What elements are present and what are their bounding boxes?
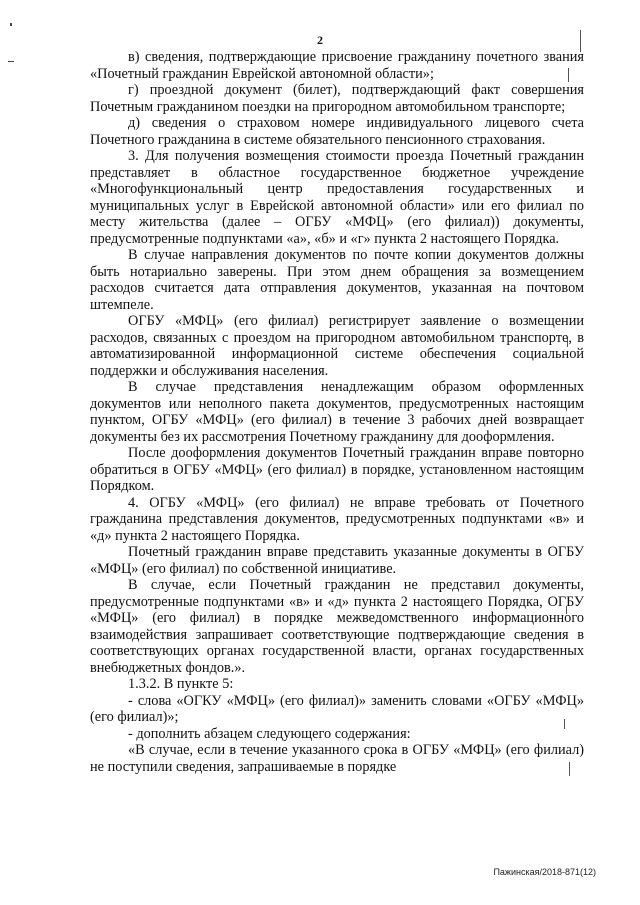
paragraph-subitem-d: д) сведения о страховом номере индивидуального лицевого счета Почетного гражданина в системе обязательного пенсионного страхования. <box>90 115 584 148</box>
paragraph-registration: ОГБУ «МФЦ» (его филиал) регистрирует заявление о возмещении расходов, связанных с проездом на пригородном автомобильном транспорте, в автоматизированной информационной системе обеспечения социальной поддержки и обслуживания населения. <box>90 313 584 379</box>
document-reference: Пажинская/2018-871(12) <box>493 867 596 877</box>
paragraph-mail-submission: В случае направления документов по почте копии документов должны быть нотариально заверены. При этом днем обращения за возмещением расходов считается дата отправления документов, указанная на почтовом штемпеле. <box>90 247 584 313</box>
paragraph-subitem-v: в) сведения, подтверждающие присвоение гражданину почетного звания «Почетный гражданин Еврейской автономной области»; <box>90 49 584 82</box>
paragraph-item-1-3-2: 1.3.2. В пункте 5: <box>128 676 234 692</box>
paragraph-improper-documents: В случае представления ненадлежащим образом оформленных документов или неполного пакета документов, предусмотренных настоящим пунктом, ОГБУ «МФЦ» (его филиал) в течение 3 рабочих дней возвращает документы без их рассмотрения Почетному гражданину для дооформления. <box>90 379 584 445</box>
paragraph-interagency-request: В случае, если Почетный гражданин не представил документы, предусмотренные подпунктами «в» и «д» пункта 2 настоящего Порядка, ОГБУ «МФЦ» (его филиал) в порядке межведомственного информационного взаимодействия запрашивает соответствующие подтверждающие сведения в соответствующих органах государственной власти, органах государственных внебюджетных фондов.». <box>90 577 584 676</box>
paragraph-resubmission: После дооформления документов Почетный гражданин вправе повторно обратиться в ОГБУ «МФЦ» (его филиал) в порядке, установленном настоящим Порядком. <box>90 445 584 494</box>
document-body <box>90 49 584 775</box>
paragraph-add-paragraph: - дополнить абзацем следующего содержания: <box>128 725 411 742</box>
paragraph-item-4: 4. ОГБУ «МФЦ» (его филиал) не вправе требовать от Почетного гражданина представления документов, предусмотренных подпунктами «в» и «д» пункта 2 настоящего Порядка. <box>90 494 584 544</box>
scan-speck <box>10 23 12 26</box>
paragraph-own-initiative: Почетный гражданин вправе представить указанные документы в ОГБУ «МФЦ» (его филиал) по собственной инициативе. <box>90 544 584 577</box>
paragraph-replace-words: - слова «ОГКУ «МФЦ» (его филиал)» заменить словами «ОГБУ «МФЦ» (его филиал)»; <box>90 692 584 725</box>
paragraph-item-3: 3. Для получения возмещения стоимости проезда Почетный гражданин представляет в областное государственное бюджетное учреждение «Многофункциональный центр предоставления государственных и муниципальных услуг в Еврейской автономной области» или его филиал по месту жительства (далее – ОГБУ «МФЦ» (его филиал)) документы, предусмотренные подпунктами «а», «б» и «г» пункта 2 настоящего Порядка. <box>90 148 584 247</box>
scan-speck <box>8 61 14 62</box>
page-number: 2 <box>317 33 323 47</box>
paragraph-subitem-g: г) проездной документ (билет), подтверждающий факт совершения Почетным гражданином поездки на пригородном автомобильном транспорте; <box>90 82 584 115</box>
paragraph-new-text: «В случае, если в течение указанного срока в ОГБУ «МФЦ» (его филиал) не поступили сведения, запрашиваемые в порядке <box>90 742 584 775</box>
